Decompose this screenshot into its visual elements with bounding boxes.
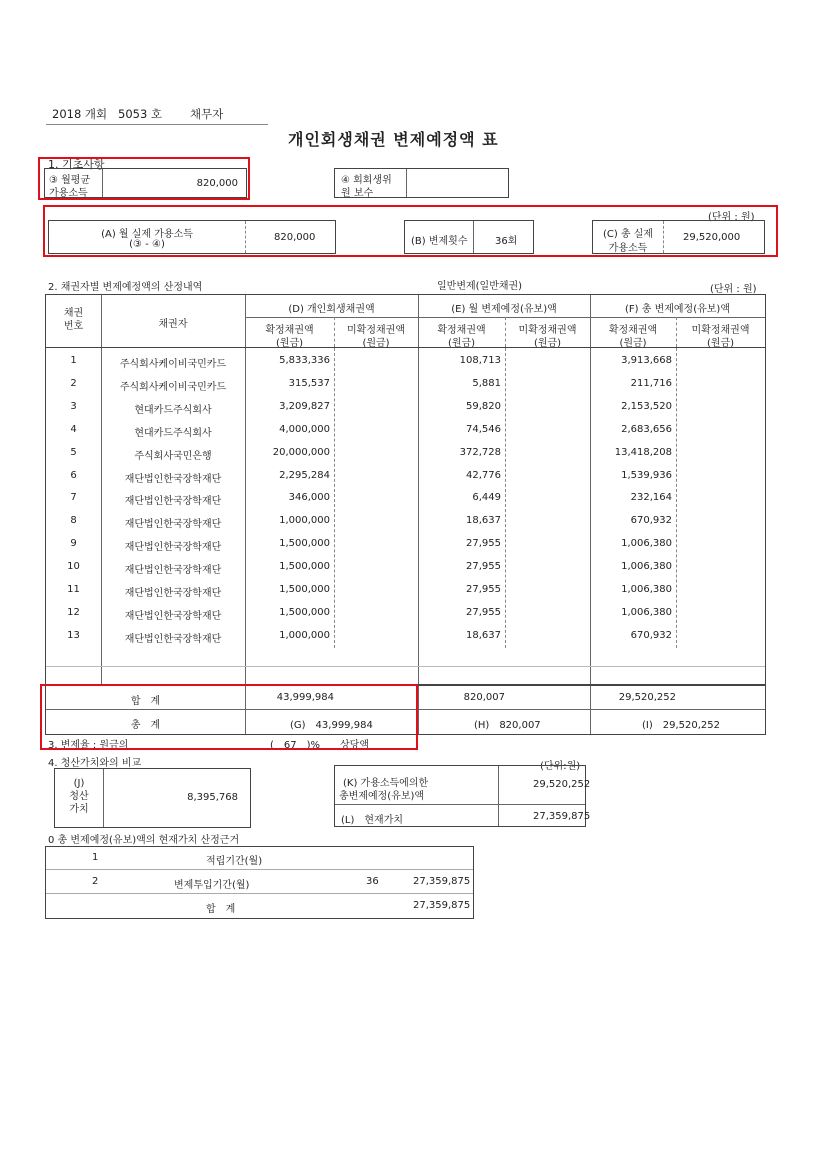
basis-row2-no: 2 <box>92 876 99 887</box>
row-d-confirmed: 346,000 <box>288 492 330 504</box>
row-e-confirmed: 59,820 <box>466 400 501 412</box>
row-d-confirmed: 1,500,000 <box>279 584 330 595</box>
col-header-d: (D) 개인회생채권액 <box>288 304 375 315</box>
row-e-confirmed: 27,955 <box>466 606 501 618</box>
row-no: 4 <box>70 423 77 435</box>
monthly-available-label: (A) 월 실제 가용소득 <box>101 229 193 240</box>
section5-heading: 0 총 변제예정(유보)액의 현재가치 산정근거 <box>48 835 240 846</box>
row-creditor: 재단법인한국장학재단 <box>124 519 222 531</box>
row-d-confirmed: 315,537 <box>288 377 330 389</box>
monthly-income-label: ③ 월평균 <box>49 175 91 186</box>
row-f-confirmed: 2,683,656 <box>621 423 672 435</box>
basis-row1-no: 1 <box>92 852 99 863</box>
basis-sum-label: 합 계 <box>206 904 236 915</box>
total-available-value: 29,520,000 <box>683 232 741 243</box>
row-no: 13 <box>67 629 80 641</box>
total-i-value: (I) 29,520,252 <box>642 720 721 731</box>
repayment-count-value: 36회 <box>495 236 518 247</box>
row-e-confirmed: 18,637 <box>466 629 501 641</box>
basis-sum-value: 27,359,875 <box>413 900 471 911</box>
col-header-no: 채권 번호 <box>63 308 84 332</box>
sub-header-d-confirmed: 확정채권액 <box>265 325 314 336</box>
col-header-creditor: 채권자 <box>158 319 188 330</box>
row-d-confirmed: 1,500,000 <box>279 538 330 550</box>
trustee-fee-label: ④ 회회생위 <box>341 175 392 186</box>
basis-row2-value: 27,359,875 <box>413 876 471 887</box>
table-row <box>46 603 765 626</box>
section2-subtitle: 일반변제(일반채권) <box>437 281 523 292</box>
row-creditor: 재단법인한국장학재단 <box>124 610 222 622</box>
total-h-value: (H) 820,007 <box>474 720 541 731</box>
present-value: 27,359,875 <box>533 811 591 822</box>
table-header <box>45 294 766 348</box>
liquidation-value-box <box>54 768 251 828</box>
row-d-confirmed: 5,833,336 <box>279 355 330 366</box>
comparison-box <box>334 765 591 827</box>
row-no: 6 <box>70 469 77 481</box>
k-label-2: 총변제예정(유보)액 <box>339 791 425 802</box>
highlight-income <box>38 157 250 200</box>
sub-header-d-unconfirmed: 미확정채권액 <box>347 325 405 336</box>
monthly-available-formula: (③ - ④) <box>129 239 165 250</box>
row-no: 12 <box>67 606 80 618</box>
k-label: (K) 가용소득에의한 <box>343 778 429 789</box>
table-row <box>46 557 765 580</box>
highlight-totals <box>40 684 418 750</box>
row-f-confirmed: 1,006,380 <box>621 561 672 573</box>
row-creditor: 재단법인한국장학재단 <box>124 496 222 508</box>
section3-text: 3. 변제율 : 원금의 <box>48 740 129 751</box>
row-e-confirmed: 372,728 <box>459 446 501 458</box>
monthly-available-value: 820,000 <box>274 232 316 243</box>
row-f-confirmed: 1,006,380 <box>621 538 672 550</box>
table-row <box>46 374 765 397</box>
row-e-confirmed: 6,449 <box>472 492 501 504</box>
row-f-confirmed: 2,153,520 <box>621 400 672 412</box>
sub-header-f-won-2: (원금) <box>706 338 735 349</box>
row-f-confirmed: 1,006,380 <box>621 606 672 618</box>
liquidation-value: 8,395,768 <box>187 792 238 803</box>
row-e-confirmed: 27,955 <box>466 584 501 595</box>
col-header-f: (F) 총 변제예정(유보)액 <box>625 304 730 315</box>
table-row <box>46 511 765 534</box>
k-value: 29,520,252 <box>533 779 591 790</box>
row-no: 3 <box>70 400 77 412</box>
sub-header-e-confirmed: 확정채권액 <box>437 325 486 336</box>
section2-heading: 2. 채권자별 변제예정액의 산정내역 <box>48 282 203 293</box>
highlight-available <box>43 205 778 257</box>
row-no: 8 <box>70 515 77 527</box>
row-creditor: 주식회사케이비국민카드 <box>119 381 227 393</box>
row-creditor: 주식회사국민은행 <box>134 450 212 462</box>
row-f-confirmed: 1,006,380 <box>621 584 672 595</box>
row-e-confirmed: 27,955 <box>466 561 501 573</box>
section1-heading: 1. 기초사항 <box>48 158 105 171</box>
row-d-confirmed: 2,295,284 <box>279 469 330 481</box>
present-value-basis-table <box>45 846 474 919</box>
row-d-confirmed: 1,000,000 <box>279 515 330 527</box>
present-value-label: (L) 현재가치 <box>341 815 404 826</box>
sub-header-e-unconfirmed: 미확정채권액 <box>518 325 577 336</box>
row-creditor: 주식회사케이비국민카드 <box>119 359 227 370</box>
page-title: 개인회생채권 변제예정액 표 <box>288 130 499 149</box>
row-no: 7 <box>70 492 77 504</box>
sub-header-f-won: (원금) <box>619 338 647 349</box>
section4-heading: 4. 청산가치와의 비교 <box>48 758 142 769</box>
monthly-income-label-2: 가용소득 <box>49 188 88 199</box>
row-no: 10 <box>67 561 80 573</box>
liquidation-value-label: (J) 청산 가치 <box>69 778 89 815</box>
row-f-confirmed: 1,539,936 <box>621 469 672 481</box>
sub-header-e-won-2: (원금) <box>533 338 562 349</box>
row-e-confirmed: 27,955 <box>466 538 501 550</box>
row-d-confirmed: 1,000,000 <box>279 629 330 641</box>
row-creditor: 재단법인한국장학재단 <box>124 588 222 599</box>
trustee-fee-box <box>334 168 509 198</box>
row-d-confirmed: 1,500,000 <box>279 606 330 618</box>
row-no: 5 <box>70 446 77 458</box>
total-available-label-2: 가용소득 <box>608 243 648 254</box>
row-creditor: 재단법인한국장학재단 <box>124 633 222 645</box>
row-e-confirmed: 74,546 <box>466 423 501 435</box>
row-f-confirmed: 13,418,208 <box>614 446 672 458</box>
row-e-confirmed: 42,776 <box>466 469 501 481</box>
row-f-confirmed: 232,164 <box>630 492 672 504</box>
row-f-confirmed: 3,913,668 <box>621 355 672 366</box>
sum-e-value: 820,007 <box>463 692 505 703</box>
row-f-confirmed: 211,716 <box>630 377 672 389</box>
table-row <box>46 534 765 557</box>
basis-row1-label: 적립기간(월) <box>206 856 263 867</box>
sum-d-value: 43,999,984 <box>276 692 334 703</box>
total-label: 총 계 <box>130 720 161 731</box>
table-row <box>46 488 765 511</box>
section1-unit: (단위 : 원) <box>708 212 755 223</box>
table-row <box>46 420 765 443</box>
sub-header-d-won-2: (원금) <box>362 338 390 349</box>
repayment-count-label: (B) 변제횟수 <box>411 236 468 247</box>
row-d-confirmed: 4,000,000 <box>279 423 330 435</box>
section2-unit: (단위 : 원) <box>710 284 757 295</box>
row-f-confirmed: 670,932 <box>630 629 672 641</box>
row-no: 11 <box>67 584 80 595</box>
monthly-income-value: 820,000 <box>196 178 238 189</box>
row-d-confirmed: 3,209,827 <box>279 400 330 412</box>
case-year: 2018 개회 <box>52 107 108 121</box>
total-g-value: (G) 43,999,984 <box>290 720 373 731</box>
trustee-fee-label-2: 원 보수 <box>341 188 374 199</box>
table-body <box>45 347 766 685</box>
row-d-confirmed: 1,500,000 <box>279 561 330 573</box>
row-no: 2 <box>70 377 77 389</box>
row-creditor: 현대카드주식회사 <box>134 404 212 416</box>
col-header-e: (E) 월 변제예정(유보)액 <box>451 304 557 315</box>
row-creditor: 재단법인한국장학재단 <box>124 473 222 485</box>
row-e-confirmed: 18,637 <box>466 515 501 527</box>
table-row <box>46 580 765 603</box>
basis-row2-months: 36 <box>366 876 379 887</box>
row-no: 1 <box>70 355 77 366</box>
row-f-confirmed: 670,932 <box>630 515 672 527</box>
total-available-label: (C) 총 실제 <box>602 229 654 240</box>
row-e-confirmed: 108,713 <box>459 355 501 366</box>
table-row <box>46 443 765 466</box>
row-creditor: 재단법인한국장학재단 <box>124 542 222 554</box>
table-row <box>46 626 765 649</box>
sum-label: 합 계 <box>130 696 161 707</box>
case-number: 5053 호 <box>118 107 163 121</box>
repayment-rate: ( 67 )% <box>270 740 321 751</box>
sub-header-d-won: (원금) <box>275 338 304 349</box>
sum-f-value: 29,520,252 <box>618 692 676 703</box>
sub-header-f-confirmed: 확정채권액 <box>608 325 658 336</box>
table-row <box>46 397 765 420</box>
table-row <box>46 351 765 374</box>
row-no: 9 <box>70 538 77 550</box>
header-underline <box>46 124 268 125</box>
sub-header-f-unconfirmed: 미확정채권액 <box>691 325 750 336</box>
table-row <box>46 466 765 489</box>
row-e-confirmed: 5,881 <box>472 377 501 389</box>
row-creditor: 재단법인한국장학재단 <box>124 565 222 577</box>
section3-suffix: 상당액 <box>340 740 369 751</box>
basis-row2-label: 변제투입기간(월) <box>174 880 250 891</box>
sub-header-e-won: (원금) <box>447 338 476 349</box>
row-d-confirmed: 20,000,000 <box>272 446 330 458</box>
section4-unit: (단위:원) <box>540 761 581 772</box>
debtor-role: 채무자 <box>190 107 224 121</box>
row-creditor: 현대카드주식회사 <box>134 427 212 439</box>
